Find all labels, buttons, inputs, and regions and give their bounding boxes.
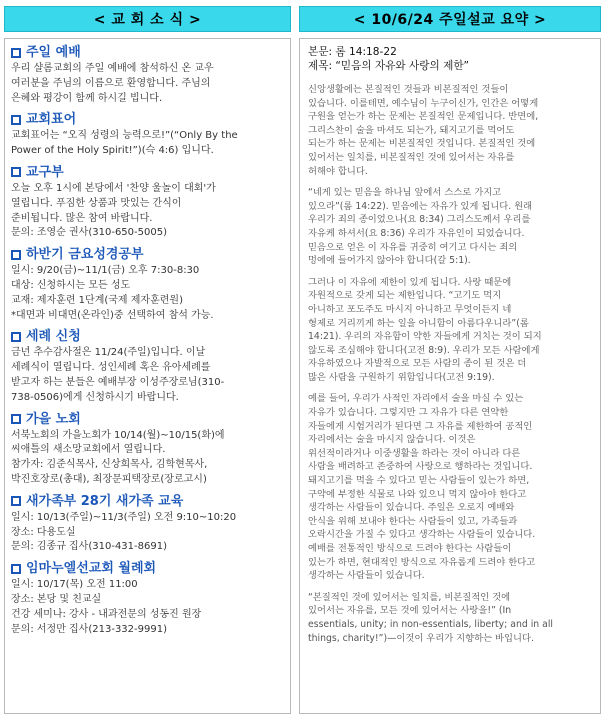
news-line: 교재: 제자훈련 1단계(국제 제자훈련원) bbox=[11, 294, 183, 306]
news-section-title bbox=[11, 411, 284, 428]
news-line: Power of the Holy Spirit!”)(슥 4:6) 입니다. bbox=[11, 145, 214, 157]
news-line: 서북노회의 가을노회가 10/14(월)~10/15(화)에 bbox=[11, 429, 225, 441]
news-section-title-text: 임마누엘선교회 월례회 bbox=[26, 561, 157, 577]
news-section-body bbox=[11, 511, 284, 555]
news-section-title-text: 가을 노회 bbox=[26, 411, 81, 427]
church-news-column bbox=[4, 38, 291, 714]
news-line: 일시: 10/17(목) 오전 11:00 bbox=[11, 579, 138, 591]
news-section-body bbox=[11, 182, 284, 241]
sermon-reference: 본문: 롬 14:18-22 bbox=[308, 46, 397, 58]
sermon-line: 있습니다. 이를테면, 예수님이 누구이신가, 인간은 어떻게 bbox=[308, 97, 539, 109]
news-section-body bbox=[11, 62, 284, 106]
news-section-title-text: 교구부 bbox=[26, 164, 64, 180]
sermon-line: 있으라”(롬 14:22). 믿음에는 자유가 있게 됩니다. 원래 bbox=[308, 200, 533, 212]
news-line: 금년 추수감사절은 11/24(주일)입니다. 이날 bbox=[11, 347, 206, 359]
square-bullet-icon bbox=[11, 167, 21, 177]
sermon-line: 자유하였으나 자발적으로 모든 사람의 종이 된 것은 더 bbox=[308, 358, 527, 370]
sermon-line: 믿음으로 얻은 이 자유를 귀중히 여기고 다시는 죄의 bbox=[308, 241, 518, 253]
news-line: 문의: 김종규 집사(310-431-8691) bbox=[11, 541, 167, 553]
news-line: 세례식이 열립니다. 성인세례 혹은 유아세례를 bbox=[11, 362, 211, 374]
news-section-title bbox=[11, 246, 284, 263]
sermon-line: 많은 사람을 구원하기 위함입니다(고전 9:19). bbox=[308, 371, 495, 383]
news-line: 738-0506)에게 신청하시기 바랍니다. bbox=[11, 391, 179, 403]
news-line: 건강 세미나: 강사 - 내과전문의 성동진 원장 bbox=[11, 608, 202, 620]
news-line: 씨애틀의 새소망교회에서 열립니다. bbox=[11, 444, 166, 456]
sermon-line: 구원을 얻는가 하는 문제는 본질적인 문제입니다. 반면에, bbox=[308, 111, 539, 123]
news-line: 문의: 서정만 집사(213-332-9991) bbox=[11, 623, 167, 635]
sermon-line: 않도록 조심해야 합니다(고전 8:9). 우리가 모든 사람에게 bbox=[308, 344, 540, 356]
news-section-title bbox=[11, 164, 284, 181]
news-section-title-text: 하반기 금요성경공부 bbox=[26, 247, 144, 263]
sermon-line: 멍에에 들어가지 않아야 합니다(갈 5:1). bbox=[308, 255, 471, 267]
sermon-line: 생각하는 사람들이 있습니다. bbox=[308, 570, 425, 582]
sermon-line: 위선적이라거나 이중생활을 하라는 것이 아니라 다른 bbox=[308, 447, 521, 459]
sermon-line: 있어서는 일치를, 비본질적인 것에 있어서는 자유를 bbox=[308, 151, 515, 163]
news-section bbox=[11, 328, 284, 405]
sermon-line: 예를 들어, 우리가 사적인 자리에서 술을 마실 수 있는 bbox=[308, 393, 524, 405]
sermon-title: 제목: “믿음의 자유와 사랑의 제한” bbox=[308, 60, 470, 72]
news-section-title-text: 교회표어 bbox=[26, 112, 77, 128]
news-section bbox=[11, 44, 284, 106]
sermon-line: 있는가 하면, 현대적인 방식으로 자유롭게 드려야 한다고 bbox=[308, 556, 536, 568]
news-line: 장소: 본당 및 친교실 bbox=[11, 593, 102, 605]
sermon-line: 생각하는 사람들이 있습니다. 주일은 오로지 예배와 bbox=[308, 502, 515, 514]
news-line: 여러분을 주님의 이름으로 환영합니다. 주님의 bbox=[11, 77, 211, 89]
sermon-line: 자들에게 시험거리가 된다면 그 자유를 제한하여 공적인 bbox=[308, 420, 533, 432]
sermon-paragraph bbox=[308, 186, 592, 268]
news-section-title bbox=[11, 111, 284, 128]
news-line: 일시: 10/13(주일)~11/3(주일) 오전 9:10~10:20 bbox=[11, 511, 237, 523]
sermon-summary-column bbox=[299, 38, 601, 714]
news-section-title bbox=[11, 560, 284, 577]
square-bullet-icon bbox=[11, 332, 21, 342]
news-section-body bbox=[11, 429, 284, 488]
square-bullet-icon bbox=[11, 496, 21, 506]
square-bullet-icon bbox=[11, 564, 21, 574]
sermon-line: 있어서는 자유를, 모든 것에 있어서는 사랑을!” (In bbox=[308, 605, 512, 617]
sermon-line: essentials, unity; in non-essentials, liberty; and in all bbox=[308, 618, 554, 630]
sermon-line: 돼지고기를 먹을 수 있다고 믿는 사람들이 있는가 하면, bbox=[308, 475, 530, 487]
church-news-header bbox=[4, 6, 291, 32]
sermon-line: 그러나 이 자유에 제한이 있게 됩니다. 사랑 때문에 bbox=[308, 276, 512, 288]
news-section-title bbox=[11, 493, 284, 510]
sermon-line: “본질적인 것에 있어서는 일치를, 비본질적인 것에 bbox=[308, 591, 511, 603]
news-section-body bbox=[11, 346, 284, 405]
sermon-paragraph bbox=[308, 83, 592, 178]
news-line: 박진호장로(총대), 최장문피택장로(장로고시) bbox=[11, 473, 207, 485]
news-section bbox=[11, 411, 284, 488]
news-line: 일시: 9/20(금)~11/1(금) 오후 7:30-8:30 bbox=[11, 265, 200, 277]
news-line: 대상: 신청하시는 모든 성도 bbox=[11, 279, 131, 291]
sermon-paragraph bbox=[308, 591, 592, 645]
sermon-paragraph bbox=[308, 276, 592, 385]
sermon-line: 형제로 거리끼게 하는 일을 아니함이 아름다우니라”(롬 bbox=[308, 317, 529, 329]
news-section bbox=[11, 246, 284, 323]
news-line: *대면과 비대면(온라인)중 선택하여 참석 가능. bbox=[11, 309, 214, 321]
news-section-title-text: 세례 신청 bbox=[26, 329, 81, 345]
sermon-line: 신앙생활에는 본질적인 것들과 비본질적인 것들이 bbox=[308, 84, 509, 95]
sermon-line: 되는가 하는 문제는 비본질적인 것입니다. 본질적인 것에 bbox=[308, 138, 536, 150]
square-bullet-icon bbox=[11, 48, 21, 58]
news-line: 은혜와 평강이 함께 하시길 빕니다. bbox=[11, 92, 163, 104]
news-line: 열립니다. 푸짐한 상품과 맛있는 간식이 bbox=[11, 197, 182, 209]
news-section-title bbox=[11, 328, 284, 345]
church-news-header-title: < 교 회 소 식 > bbox=[93, 12, 202, 28]
news-section-title bbox=[11, 44, 284, 61]
sermon-line: 자원적으로 갖게 되는 제한입니다. “고기도 먹지 bbox=[308, 290, 502, 302]
sermon-summary-header bbox=[299, 6, 601, 32]
sermon-summary-header-title: < 10/6/24 주일설교 요약 > bbox=[353, 12, 547, 28]
news-section-body bbox=[11, 578, 284, 637]
square-bullet-icon bbox=[11, 250, 21, 260]
news-line: 준비됩니다. 많은 참여 바랍니다. bbox=[11, 212, 153, 224]
sermon-line: things, charity!”)—이것이 우리가 지향하는 바입니다. bbox=[308, 632, 534, 644]
sermon-line: 오락시간을 가질 수 있다고 생각하는 사람들이 있습니다. bbox=[308, 529, 536, 541]
sermon-line: 자유케 하셔서(요 8:36) 우리가 자유인이 되었습니다. bbox=[308, 227, 525, 239]
news-section bbox=[11, 164, 284, 241]
sermon-paragraph bbox=[308, 392, 592, 582]
news-line: 문의: 조영순 권사(310-650-5005) bbox=[11, 227, 167, 239]
news-line: 받고자 하는 분들은 예배부장 이성주장로님(310- bbox=[11, 376, 225, 388]
news-section bbox=[11, 111, 284, 159]
square-bullet-icon bbox=[11, 414, 21, 424]
sermon-line: 아니하고 포도주도 마시지 아니하고 무엇이든지 네 bbox=[308, 303, 512, 315]
sermon-line: 구약에 부정한 식물로 나와 있으니 먹지 않아야 한다고 bbox=[308, 488, 527, 500]
sermon-line: 14:21). 우리의 자유함이 약한 자들에게 거치는 것이 되지 bbox=[308, 331, 542, 343]
news-line: 교회표어는 “오직 성령의 능력으로!”(“Only By the bbox=[11, 130, 238, 142]
sermon-body bbox=[308, 83, 592, 645]
square-bullet-icon bbox=[11, 115, 21, 125]
news-section-body bbox=[11, 264, 284, 323]
news-line: 오늘 오후 1시에 본당에서 '찬양 울놀이 대회'가 bbox=[11, 182, 216, 194]
sermon-line: 자유가 있습니다. 그렇지만 그 자유가 다른 연약한 bbox=[308, 407, 509, 419]
news-line: 장소: 다용도실 bbox=[11, 526, 76, 538]
sermon-line: 그리스찬이 술을 마셔도 되는가, 돼지고기를 먹어도 bbox=[308, 124, 515, 136]
sermon-line: 예배를 전통적인 방식으로 드려야 한다는 사람들이 bbox=[308, 543, 512, 554]
news-section-title-text: 주일 예배 bbox=[26, 45, 81, 60]
sermon-line: 허해야 합니다. bbox=[308, 165, 368, 177]
sermon-line: 우리가 죄의 종이었으나(요 8:34) 그리스도께서 우리를 bbox=[308, 214, 531, 226]
sermon-line: 자리에서는 술을 마시지 않습니다. 이것은 bbox=[308, 434, 476, 446]
sermon-line: “네게 있는 믿음을 하나님 앞에서 스스로 가지고 bbox=[308, 187, 502, 199]
news-section bbox=[11, 560, 284, 637]
sermon-line: 사람을 배려하고 존중하여 사랑으로 행하라는 것입니다. bbox=[308, 461, 533, 473]
news-line: 우리 샬롬교회의 주일 예배에 참석하신 온 교우 bbox=[11, 63, 214, 74]
news-section bbox=[11, 493, 284, 555]
sermon-line: 안식을 위해 보내야 한다는 사람들이 있고, 가족들과 bbox=[308, 515, 518, 527]
news-section-title-text: 새가족부 28기 새가족 교육 bbox=[26, 493, 184, 509]
news-section-body bbox=[11, 129, 284, 159]
news-line: 참가자: 김준식목사, 신상희목사, 김학현목사, bbox=[11, 459, 208, 471]
